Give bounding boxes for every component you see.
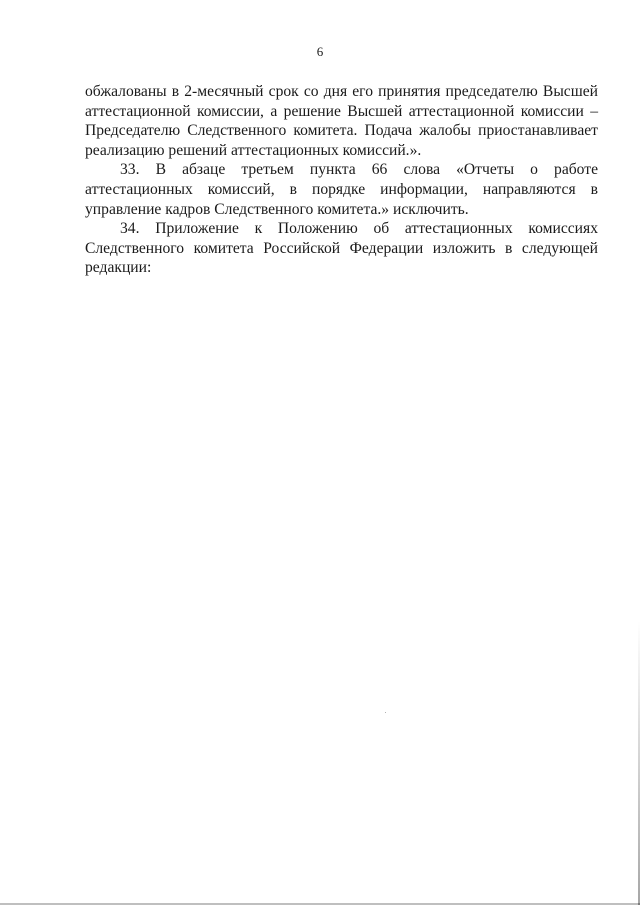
paragraph-item-34: 34. Приложение к Положению об аттестационных комиссиях Следственного комитета Российской Федерации изложить в следующей редакции: <box>85 220 598 277</box>
scan-speck <box>385 712 386 713</box>
paragraph-item-33: 33. В абзаце третьем пункта 66 слова «Отчеты о работе аттестационных комиссий, в порядке информации, направляются в управление кадров Следственного комитета.» исключить. <box>85 161 598 218</box>
document-body <box>85 82 598 278</box>
page-number: 6 <box>316 44 324 59</box>
paragraph-continuation: обжалованы в 2-месячный срок со дня его принятия председателю Высшей аттестационной комиссии, а решение Высшей аттестационной комиссии – Председателю Следственного комитета. Подача жалобы приостанавливает реализацию решений аттестационных комиссий.». <box>85 83 598 159</box>
